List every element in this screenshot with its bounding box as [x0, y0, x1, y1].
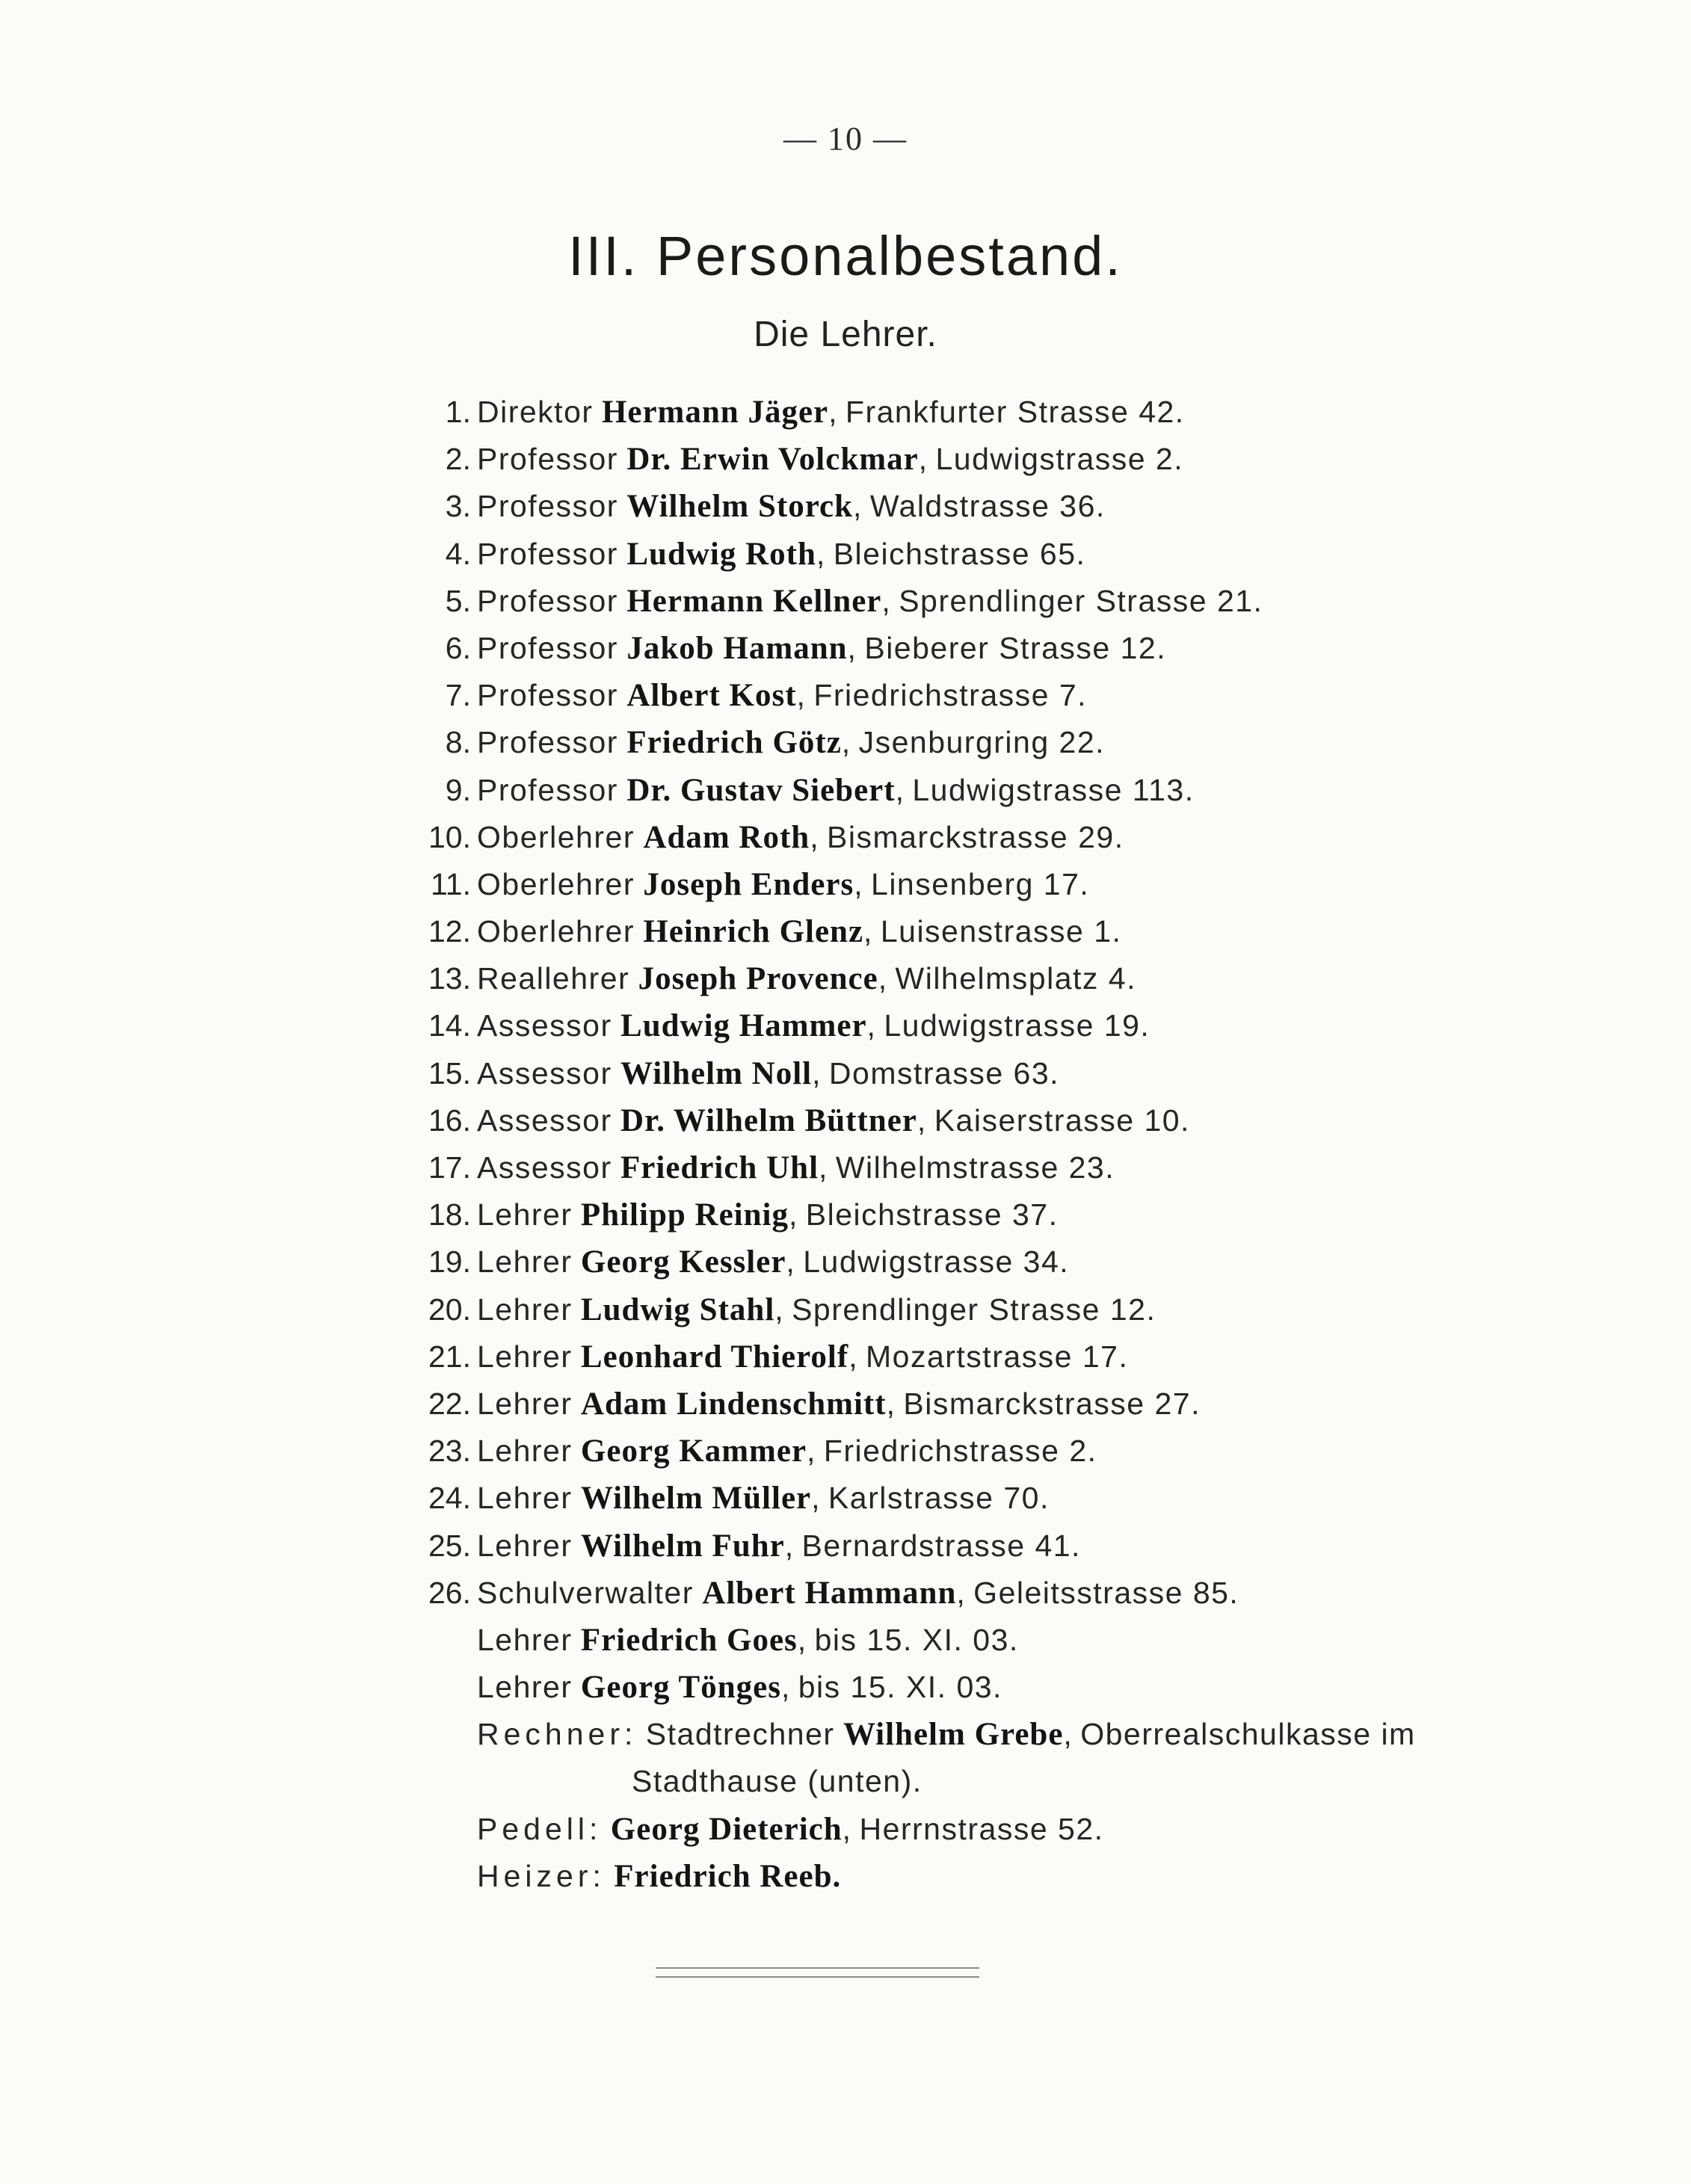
teacher-entry: Lehrer Philipp Reinig, Bleichstrasse 37. [477, 1197, 1059, 1233]
former-teacher-row [389, 1664, 1660, 1711]
teacher-number: 1. [445, 395, 471, 429]
teacher-number: 6. [445, 630, 471, 665]
rechner-row [389, 1711, 1660, 1758]
rechner-label: Rechner: [477, 1717, 638, 1752]
teacher-name: Georg Kessler [580, 1244, 786, 1280]
teacher-row [389, 483, 1660, 530]
teacher-row [389, 861, 1660, 908]
teacher-row [389, 1333, 1660, 1381]
teacher-name: Adam Lindenschmitt [580, 1386, 887, 1422]
teacher-row [389, 436, 1660, 483]
teacher-address: Luisenstrasse 1. [880, 914, 1122, 949]
teacher-entry: Lehrer Georg Kessler, Ludwigstrasse 34. [477, 1244, 1070, 1280]
teacher-number: 10. [428, 819, 471, 854]
teacher-row [389, 1523, 1660, 1570]
teacher-number: 13. [428, 961, 471, 996]
teacher-address: Bismarckstrasse 27. [903, 1386, 1201, 1421]
teacher-address: Waldstrasse 36. [869, 489, 1106, 524]
teacher-row [389, 672, 1660, 719]
teacher-row [389, 1191, 1660, 1238]
teacher-row [389, 1381, 1660, 1428]
former-teacher-title: Lehrer [477, 1670, 573, 1705]
teacher-entry: Reallehrer Joseph Provence, Wilhelmsplatz 4. [477, 961, 1136, 997]
teacher-title: Reallehrer [477, 961, 630, 996]
teacher-address: Wilhelmstrasse 23. [835, 1150, 1115, 1185]
teacher-number: 4. [445, 536, 471, 571]
teacher-address: Bleichstrasse 37. [805, 1197, 1059, 1233]
teacher-entry: Lehrer Wilhelm Müller, Karlstrasse 70. [477, 1481, 1050, 1517]
teacher-name: Adam Roth [643, 819, 810, 855]
teacher-number: 3. [445, 489, 471, 524]
teacher-row [389, 719, 1660, 766]
teacher-address: Bleichstrasse 65. [833, 536, 1086, 571]
teacher-title: Lehrer [477, 1386, 573, 1421]
teacher-number: 8. [445, 725, 471, 760]
teacher-title: Professor [477, 772, 618, 807]
former-teacher-until: bis 15. XI. 03. [814, 1622, 1019, 1657]
teacher-entry: Assessor Friedrich Uhl, Wilhelmstrasse 23. [477, 1150, 1115, 1185]
teacher-entry: Oberlehrer Heinrich Glenz, Luisenstrasse 1. [477, 914, 1122, 950]
teacher-number: 9. [445, 772, 471, 807]
teacher-title: Assessor [477, 1008, 612, 1043]
teacher-row [389, 814, 1660, 861]
teacher-title: Professor [477, 489, 618, 524]
former-teacher-name: Georg Tönges [580, 1670, 781, 1706]
teacher-address: Bernardstrasse 41. [801, 1528, 1081, 1563]
teacher-entry: Assessor Wilhelm Noll, Domstrasse 63. [477, 1055, 1060, 1091]
teacher-title: Assessor [477, 1055, 612, 1091]
heizer-label: Heizer: [477, 1858, 606, 1893]
rechner-detail-continuation: Stadthause (unten). [632, 1764, 922, 1799]
teacher-name: Hermann Kellner [626, 583, 882, 619]
teacher-address: Friedrichstrasse 7. [813, 678, 1088, 713]
teacher-address: Ludwigstrasse 19. [884, 1008, 1151, 1043]
heizer-row [389, 1853, 1660, 1900]
teacher-address: Frankfurter Strasse 42. [845, 395, 1185, 429]
teacher-name: Friedrich Uhl [620, 1150, 819, 1185]
teacher-number: 17. [428, 1150, 471, 1185]
teacher-entry: Lehrer Leonhard Thierolf, Mozartstrasse 17. [477, 1339, 1129, 1375]
teacher-name: Georg Kammer [580, 1434, 807, 1469]
teacher-title: Professor [477, 725, 618, 760]
pedell-name: Georg Dieterich [610, 1811, 843, 1847]
teacher-name: Wilhelm Storck [626, 489, 854, 525]
teacher-title: Lehrer [477, 1339, 573, 1374]
teacher-number: 14. [428, 1008, 471, 1043]
teacher-number: 19. [428, 1244, 471, 1280]
teacher-title: Lehrer [477, 1292, 573, 1327]
teacher-address: Domstrasse 63. [828, 1055, 1060, 1091]
teacher-entry: Professor Friedrich Götz, Jsenburgring 22. [477, 725, 1106, 761]
teacher-title: Assessor [477, 1150, 612, 1185]
teacher-address: Kaiserstrasse 10. [934, 1102, 1190, 1138]
teacher-number: 21. [428, 1339, 471, 1374]
teacher-entry: Lehrer Georg Kammer, Friedrichstrasse 2. [477, 1434, 1097, 1469]
teacher-row [389, 1570, 1660, 1617]
teacher-row [389, 908, 1660, 955]
rechner-entry: Rechner: Stadtrechner Wilhelm Grebe, Oberrealschulkasse im [477, 1717, 1416, 1753]
teacher-name: Dr. Erwin Volckmar [626, 442, 919, 478]
teacher-name: Dr. Wilhelm Büttner [620, 1102, 917, 1138]
teacher-address: Sprendlinger Strasse 12. [792, 1292, 1156, 1327]
teacher-name: Ludwig Roth [626, 536, 816, 572]
pedell-label: Pedell: [477, 1811, 603, 1846]
teacher-number: 2. [445, 442, 471, 477]
teacher-entry: Lehrer Adam Lindenschmitt, Bismarckstrasse 27. [477, 1386, 1201, 1422]
teacher-number: 12. [428, 914, 471, 949]
teacher-number: 15. [428, 1055, 471, 1091]
teacher-address: Ludwigstrasse 34. [803, 1244, 1070, 1280]
teacher-title: Professor [477, 630, 618, 665]
teacher-name: Wilhelm Müller [580, 1481, 812, 1517]
teacher-entry: Professor Wilhelm Storck, Waldstrasse 36. [477, 489, 1106, 525]
teacher-row [389, 955, 1660, 1002]
teacher-title: Lehrer [477, 1481, 573, 1516]
section-title: III. Personalbestand. [568, 225, 1123, 287]
rechner-name: Wilhelm Grebe [843, 1717, 1064, 1753]
rechner-continuation-row [389, 1758, 1660, 1805]
pedell-address: Herrnstrasse 52. [859, 1811, 1104, 1846]
teacher-entry: Professor Dr. Gustav Siebert, Ludwigstrasse 113. [477, 772, 1195, 808]
teacher-title: Lehrer [477, 1244, 573, 1280]
teacher-name: Albert Hammann [702, 1575, 957, 1611]
teacher-title: Professor [477, 536, 618, 571]
heizer-entry [477, 1853, 841, 1900]
teacher-address: Karlstrasse 70. [828, 1481, 1050, 1516]
teacher-entry: Direktor Hermann Jäger, Frankfurter Strasse 42. [477, 395, 1185, 430]
teacher-address: Mozartstrasse 17. [866, 1339, 1129, 1374]
teacher-entry: Professor Ludwig Roth, Bleichstrasse 65. [477, 536, 1086, 572]
pedell-row [389, 1806, 1660, 1853]
teacher-title: Oberlehrer [477, 819, 635, 854]
teacher-title: Professor [477, 678, 618, 713]
teacher-address: Ludwigstrasse 113. [912, 772, 1195, 807]
teacher-entry: Assessor Dr. Wilhelm Büttner, Kaiserstrasse 10. [477, 1102, 1190, 1138]
teacher-name: Joseph Provence [638, 961, 878, 997]
teacher-title: Lehrer [477, 1528, 573, 1563]
teacher-name: Wilhelm Noll [620, 1055, 813, 1091]
teacher-name: Friedrich Götz [626, 725, 842, 761]
section-subtitle: Die Lehrer. [754, 315, 937, 354]
heizer-name: Friedrich Reeb. [614, 1858, 842, 1894]
teacher-row [389, 625, 1660, 672]
teacher-name: Albert Kost [626, 678, 797, 714]
teacher-name: Philipp Reinig [580, 1197, 789, 1233]
teacher-entry: Schulverwalter Albert Hammann, Geleitsstrasse 85. [477, 1575, 1239, 1611]
teacher-name: Jakob Hamann [626, 630, 848, 666]
teacher-entry: Lehrer Wilhelm Fuhr, Bernardstrasse 41. [477, 1528, 1081, 1564]
teacher-address: Bismarckstrasse 29. [827, 819, 1124, 854]
former-teacher-entry: Lehrer Georg Tönges, bis 15. XI. 03. [477, 1670, 1002, 1706]
staff-list [389, 389, 1660, 1900]
teacher-row [389, 1238, 1660, 1286]
teacher-address: Jsenburgring 22. [858, 725, 1106, 760]
former-teacher-title: Lehrer [477, 1622, 573, 1657]
teacher-address: Wilhelmsplatz 4. [895, 961, 1136, 996]
teacher-name: Leonhard Thierolf [580, 1339, 849, 1375]
teacher-number: 5. [445, 583, 471, 618]
teacher-row [389, 1050, 1660, 1097]
teacher-number: 22. [428, 1386, 471, 1421]
teacher-number: 25. [428, 1528, 471, 1563]
teacher-row [389, 1428, 1660, 1475]
pedell-entry: Pedell: Georg Dieterich, Herrnstrasse 52. [477, 1811, 1104, 1847]
teacher-row [389, 389, 1660, 436]
former-teacher-until: bis 15. XI. 03. [798, 1670, 1002, 1705]
teacher-address: Bieberer Strasse 12. [864, 630, 1167, 665]
page-number: — 10 — [783, 120, 908, 157]
teacher-name: Ludwig Stahl [580, 1292, 775, 1327]
teacher-entry: Professor Jakob Hamann, Bieberer Strasse 12. [477, 630, 1167, 666]
teacher-title: Direktor [477, 395, 594, 429]
teacher-title: Professor [477, 442, 618, 477]
teacher-title: Oberlehrer [477, 914, 635, 949]
teacher-address: Ludwigstrasse 2. [935, 442, 1184, 477]
teacher-name: Joseph Enders [643, 866, 854, 902]
teacher-row [389, 1097, 1660, 1144]
teacher-title: Lehrer [477, 1434, 573, 1469]
teacher-title: Assessor [477, 1102, 612, 1138]
teacher-number: 16. [428, 1102, 471, 1138]
rechner-title: Stadtrechner [645, 1717, 835, 1752]
teacher-name: Hermann Jäger [601, 395, 829, 430]
teacher-address: Friedrichstrasse 2. [823, 1434, 1097, 1469]
teacher-number: 18. [428, 1197, 471, 1233]
teacher-row [389, 1475, 1660, 1522]
former-teacher-name: Friedrich Goes [580, 1622, 798, 1658]
teacher-name: Dr. Gustav Siebert [626, 772, 896, 808]
teacher-entry: Lehrer Ludwig Stahl, Sprendlinger Strasse 12. [477, 1292, 1156, 1327]
teacher-row [389, 1286, 1660, 1333]
teacher-entry: Professor Albert Kost, Friedrichstrasse 7. [477, 678, 1088, 714]
teacher-number: 20. [428, 1292, 471, 1327]
teacher-title: Oberlehrer [477, 866, 635, 901]
teacher-title: Schulverwalter [477, 1575, 694, 1610]
teacher-name: Ludwig Hammer [620, 1008, 867, 1044]
teacher-row [389, 1002, 1660, 1049]
teacher-number: 24. [428, 1481, 471, 1516]
teacher-entry: Oberlehrer Adam Roth, Bismarckstrasse 29. [477, 819, 1124, 855]
teacher-address: Linsenberg 17. [871, 866, 1090, 901]
teacher-entry: Professor Dr. Erwin Volckmar, Ludwigstrasse 2. [477, 442, 1184, 478]
teacher-row [389, 531, 1660, 578]
closing-double-rule [656, 1967, 979, 1978]
teacher-title: Lehrer [477, 1197, 573, 1233]
rechner-detail: Oberrealschulkasse im [1080, 1717, 1416, 1752]
teacher-row [389, 1144, 1660, 1191]
teacher-entry: Assessor Ludwig Hammer, Ludwigstrasse 19. [477, 1008, 1151, 1044]
former-teacher-row [389, 1617, 1660, 1664]
teacher-address: Sprendlinger Strasse 21. [899, 583, 1263, 618]
teacher-name: Heinrich Glenz [643, 914, 864, 950]
teacher-number: 23. [428, 1434, 471, 1469]
teacher-entry: Oberlehrer Joseph Enders, Linsenberg 17. [477, 866, 1090, 902]
teacher-row [389, 578, 1660, 625]
teacher-number: 7. [445, 678, 471, 713]
teacher-address: Geleitsstrasse 85. [973, 1575, 1239, 1610]
teacher-name: Wilhelm Fuhr [580, 1528, 785, 1564]
teacher-number: 11. [431, 866, 471, 901]
teacher-row [389, 767, 1660, 814]
teacher-entry: Professor Hermann Kellner, Sprendlinger Strasse 21. [477, 583, 1263, 619]
former-teacher-entry: Lehrer Friedrich Goes, bis 15. XI. 03. [477, 1622, 1019, 1658]
teacher-title: Professor [477, 583, 618, 618]
teacher-number: 26. [428, 1575, 471, 1610]
